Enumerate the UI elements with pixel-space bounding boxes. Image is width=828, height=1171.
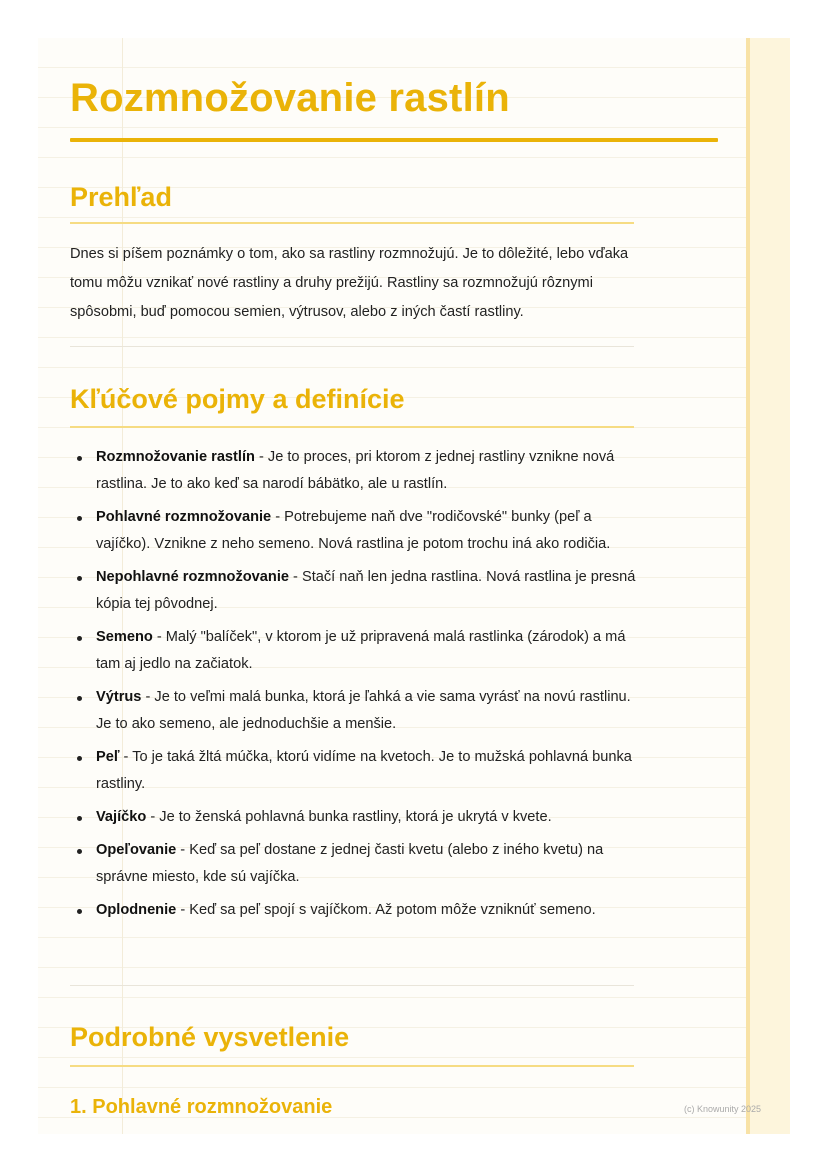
- concept-definition: - Keď sa peľ spojí s vajíčkom. Až potom môže vzniknúť semeno.: [176, 902, 596, 918]
- section-divider: [70, 985, 634, 986]
- concept-term: Opeľovanie: [96, 842, 177, 858]
- concept-definition: - Je to veľmi malá bunka, ktorá je ľahká a vie sama vyrásť na novú rastlinu. Je to ako semeno, ale jednoduchšie a menšie.: [96, 689, 631, 732]
- list-item: [70, 444, 642, 498]
- concept-term: Vajíčko: [96, 809, 147, 825]
- page-title: Rozmnožovanie rastlín: [70, 76, 510, 120]
- concept-term: Pohlavné rozmnožovanie: [96, 509, 272, 525]
- detail-underline: [70, 1065, 634, 1067]
- concept-term: Nepohlavné rozmnožovanie: [96, 569, 289, 585]
- right-margin-strip: [746, 38, 790, 1134]
- concept-definition: - Keď sa peľ dostane z jednej časti kvetu (alebo z iného kvetu) na správne miesto, kde sú vajíčka.: [96, 842, 604, 885]
- concept-term: Semeno: [96, 629, 153, 645]
- concept-term: Rozmnožovanie rastlín: [96, 449, 255, 465]
- list-item: [70, 837, 642, 891]
- bullet-icon: [77, 576, 82, 581]
- list-item: [70, 504, 642, 558]
- notebook-page: [38, 38, 790, 1134]
- list-item: [70, 897, 642, 924]
- bullet-icon: [77, 696, 82, 701]
- concepts-heading: Kľúčové pojmy a definície: [70, 384, 405, 414]
- concept-definition: - Potrebujeme naň dve "rodičovské" bunky (peľ a vajíčko). Vznikne z neho semeno. Nová rastlina je potom trochu iná ako rodičia.: [96, 509, 611, 552]
- list-item: [70, 684, 642, 738]
- concept-definition: - To je taká žltá múčka, ktorú vidíme na kvetoch. Je to mužská pohlavná bunka rastliny.: [96, 749, 632, 792]
- bullet-icon: [77, 816, 82, 821]
- bullet-icon: [77, 636, 82, 641]
- overview-text: Dnes si píšem poznámky o tom, ako sa rastliny rozmnožujú. Je to dôležité, lebo vďaka tomu môžu vznikať nové rastliny a druhy prežijú. Rastliny sa rozmnožujú rôznymi spôsobmi, buď pomocou semien, výtrusov, alebo z iných častí rastliny.: [70, 246, 629, 320]
- overview-underline: [70, 222, 634, 224]
- title-underline: [70, 138, 718, 142]
- concept-definition: - Stačí naň len jedna rastlina. Nová rastlina je presná kópia tej pôvodnej.: [96, 569, 636, 612]
- copyright-footer: (c) Knowunity 2025: [684, 1104, 762, 1114]
- right-margin-line: [746, 38, 750, 1134]
- detail-subheading: 1. Pohlavné rozmnožovanie: [70, 1096, 333, 1118]
- section-divider: [70, 346, 634, 347]
- concept-term: Oplodnenie: [96, 902, 177, 918]
- bullet-icon: [77, 456, 82, 461]
- list-item: [70, 804, 642, 831]
- list-item: [70, 624, 642, 678]
- concepts-list: [70, 444, 642, 930]
- concept-definition: - Malý "balíček", v ktorom je už pripravená malá rastlinka (zárodok) a má tam aj jedlo na začiatok.: [96, 629, 626, 672]
- bullet-icon: [77, 849, 82, 854]
- bullet-icon: [77, 756, 82, 761]
- bullet-icon: [77, 909, 82, 914]
- bullet-icon: [77, 516, 82, 521]
- concept-term: Výtrus: [96, 689, 142, 705]
- concept-definition: - Je to proces, pri ktorom z jednej rastliny vznikne nová rastlina. Je to ako keď sa narodí bábätko, ale u rastlín.: [96, 449, 615, 492]
- concept-term: Peľ: [96, 749, 120, 765]
- overview-heading: Prehľad: [70, 182, 172, 212]
- concept-definition: - Je to ženská pohlavná bunka rastliny, ktorá je ukrytá v kvete.: [146, 809, 552, 825]
- list-item: [70, 744, 642, 798]
- concepts-underline: [70, 426, 634, 428]
- list-item: [70, 564, 642, 618]
- detail-heading: Podrobné vysvetlenie: [70, 1022, 350, 1052]
